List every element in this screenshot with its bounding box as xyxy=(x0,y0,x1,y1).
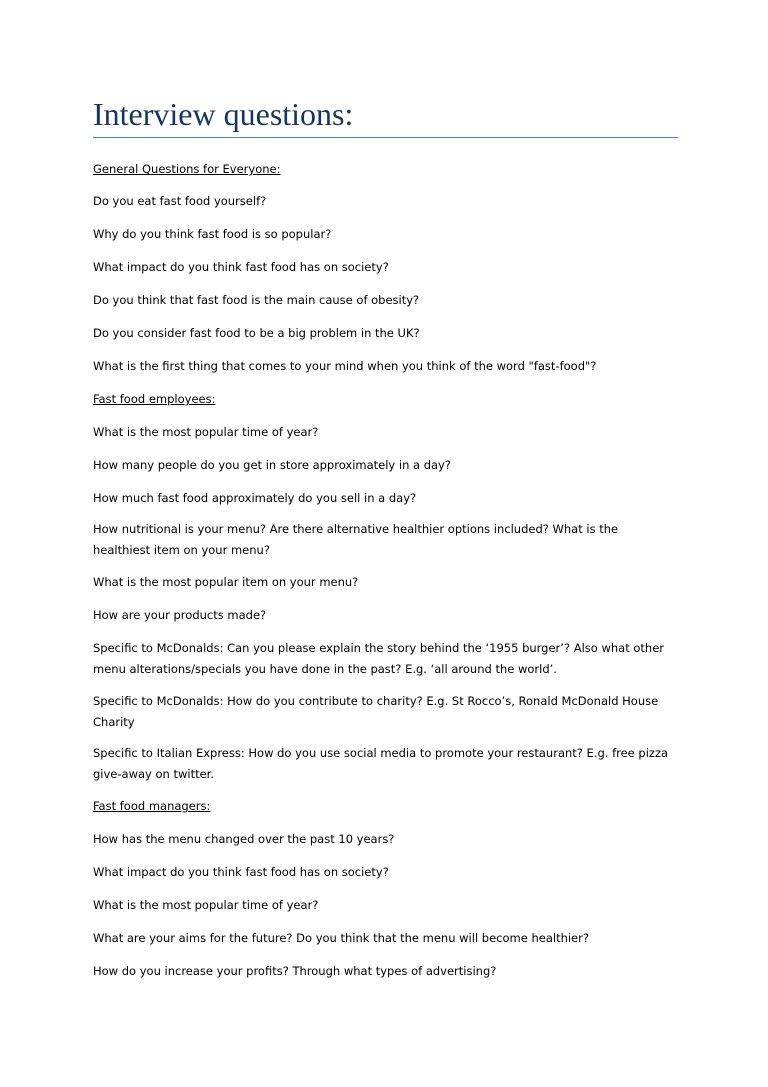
question-line: give-away on twitter. xyxy=(93,767,214,781)
question-text: Why do you think fast food is so popular? xyxy=(93,227,332,241)
question-text xyxy=(93,519,678,561)
question-text xyxy=(93,691,678,733)
question-text: What is the most popular time of year? xyxy=(93,898,319,912)
section-heading-general: General Questions for Everyone: xyxy=(93,162,281,176)
question-line: Specific to McDonalds: How do you contribute to charity? E.g. St Rocco’s, Ronald McDonald House xyxy=(93,694,659,708)
question-text: Do you consider fast food to be a big problem in the UK? xyxy=(93,326,420,340)
question-line: Specific to McDonalds: Can you please explain the story behind the ‘1955 burger’? Also what other xyxy=(93,641,664,655)
title-underline-rule xyxy=(93,137,678,138)
document-title: Interview questions: xyxy=(93,96,354,132)
question-line: healthiest item on your menu? xyxy=(93,543,270,557)
section-heading-employees: Fast food employees: xyxy=(93,392,216,406)
question-text: What impact do you think fast food has on society? xyxy=(93,865,389,879)
question-text: How much fast food approximately do you sell in a day? xyxy=(93,491,417,505)
question-text xyxy=(93,638,678,680)
question-text: How do you increase your profits? Through what types of advertising? xyxy=(93,964,497,978)
question-text: How are your products made? xyxy=(93,608,267,622)
question-text: What impact do you think fast food has on society? xyxy=(93,260,389,274)
question-text xyxy=(93,743,678,785)
question-text: What is the most popular time of year? xyxy=(93,425,319,439)
question-text: How has the menu changed over the past 10 years? xyxy=(93,832,395,846)
question-text: What is the first thing that comes to your mind when you think of the word "fast-food"? xyxy=(93,359,597,373)
question-line: Specific to Italian Express: How do you use social media to promote your restaurant? E.g. free pizza xyxy=(93,746,669,760)
question-text: What is the most popular item on your menu? xyxy=(93,575,359,589)
question-text: What are your aims for the future? Do you think that the menu will become healthier? xyxy=(93,931,589,945)
section-heading-managers: Fast food managers: xyxy=(93,799,211,813)
question-text: Do you eat fast food yourself? xyxy=(93,194,267,208)
question-text: Do you think that fast food is the main cause of obesity? xyxy=(93,293,420,307)
question-line: How nutritional is your menu? Are there alternative healthier options included? What is the xyxy=(93,522,619,536)
question-line: Charity xyxy=(93,715,135,729)
question-text: How many people do you get in store approximately in a day? xyxy=(93,458,451,472)
question-line: menu alterations/specials you have done in the past? E.g. ‘all around the world’. xyxy=(93,662,557,676)
